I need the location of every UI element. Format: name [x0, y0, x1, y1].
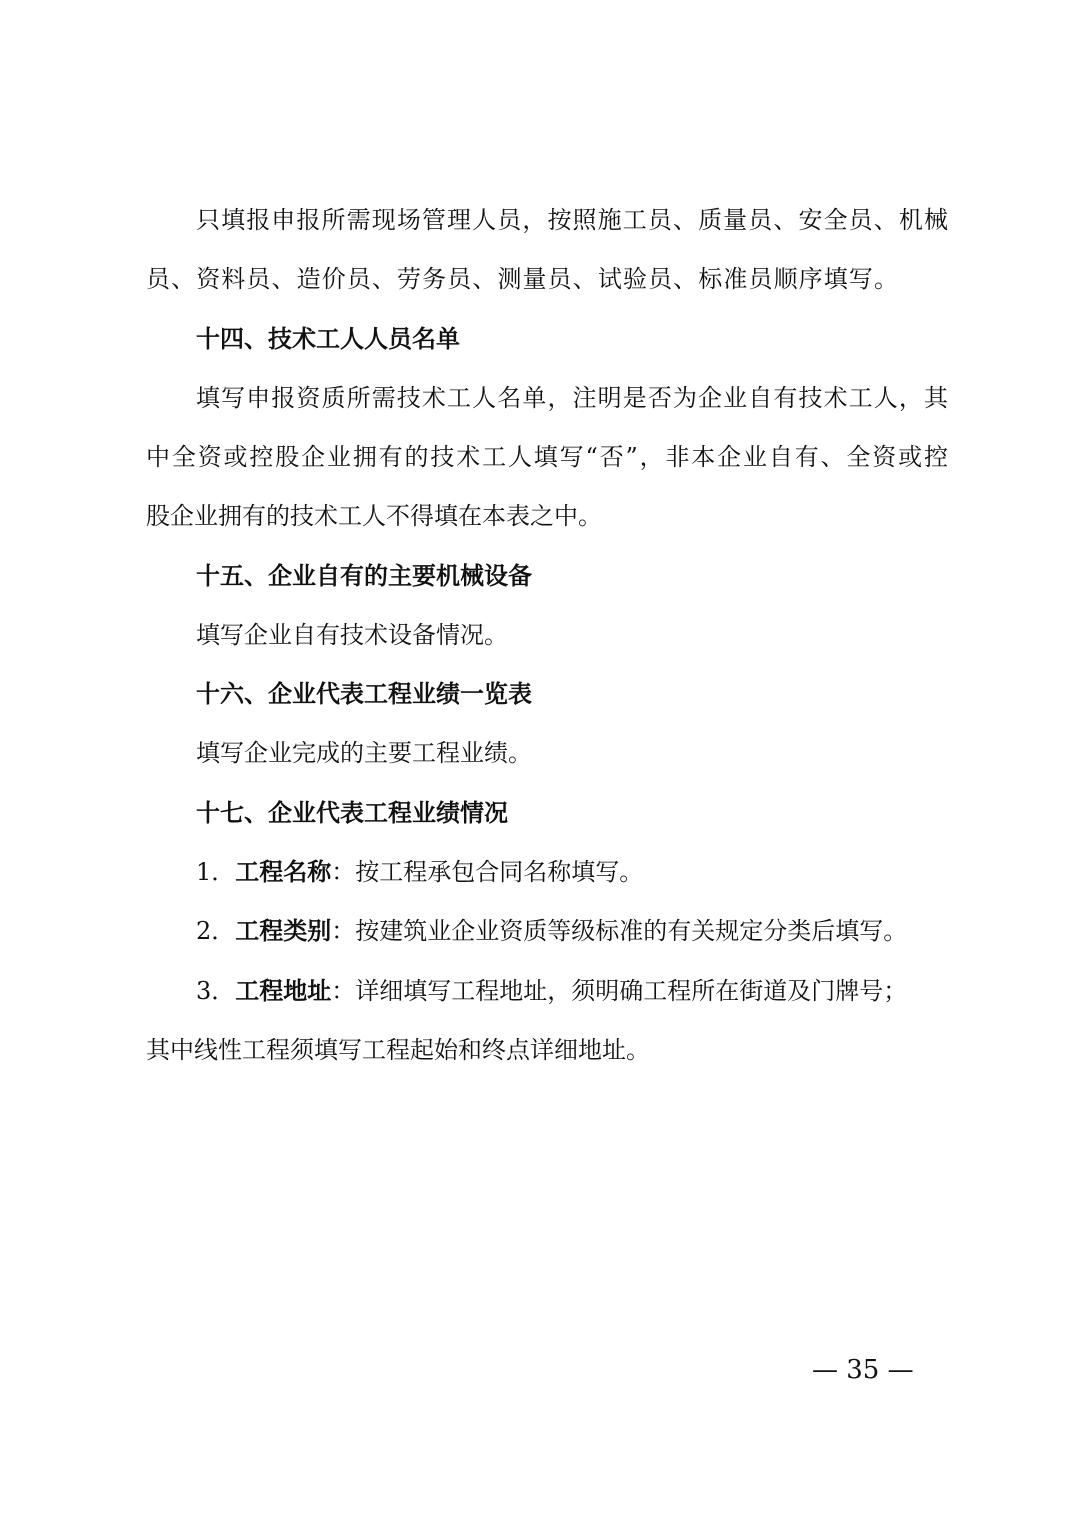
list-item-label: 工程类别: [235, 917, 332, 945]
list-item: [196, 975, 907, 1007]
page-number: — 35 —: [812, 1355, 914, 1385]
paragraph-line: 其中线性工程须填写工程起始和终点详细地址。: [146, 1036, 650, 1064]
paragraph-line: 填写申报资质所需技术工人名单，注明是否为企业自有技术工人，其: [196, 384, 948, 412]
paragraph-line: 填写企业自有技术设备情况。: [196, 621, 508, 649]
paragraph-line: 只填报申报所需现场管理人员，按照施工员、质量员、安全员、机械: [196, 206, 948, 234]
list-item-number: 2．: [196, 917, 236, 945]
list-item-label: 工程名称: [235, 858, 332, 886]
paragraph-line: 股企业拥有的技术工人不得填在本表之中。: [146, 502, 602, 530]
paragraph-line: 员、资料员、造价员、劳务员、测量员、试验员、标准员顺序填写。: [146, 265, 898, 293]
section-heading-17: 十七、企业代表工程业绩情况: [196, 799, 508, 827]
list-item: [196, 856, 643, 888]
list-item-number: 3．: [196, 977, 236, 1005]
list-item: [196, 915, 907, 947]
section-heading-16: 十六、企业代表工程业绩一览表: [196, 680, 532, 708]
list-item-text: ：按建筑业企业资质等级标准的有关规定分类后填写。: [331, 917, 908, 945]
list-item-text: ：详细填写工程地址，须明确工程所在街道及门牌号；: [331, 977, 908, 1005]
section-heading-14: 十四、技术工人人员名单: [196, 325, 460, 353]
paragraph-line: 中全资或控股企业拥有的技术工人填写“否”，非本企业自有、全资或控: [146, 443, 948, 471]
section-heading-15: 十五、企业自有的主要机械设备: [196, 562, 532, 590]
paragraph-line: 填写企业完成的主要工程业绩。: [196, 739, 532, 767]
list-item-number: 1．: [196, 858, 236, 886]
list-item-text: ：按工程承包合同名称填写。: [331, 858, 644, 886]
list-item-label: 工程地址: [235, 977, 332, 1005]
